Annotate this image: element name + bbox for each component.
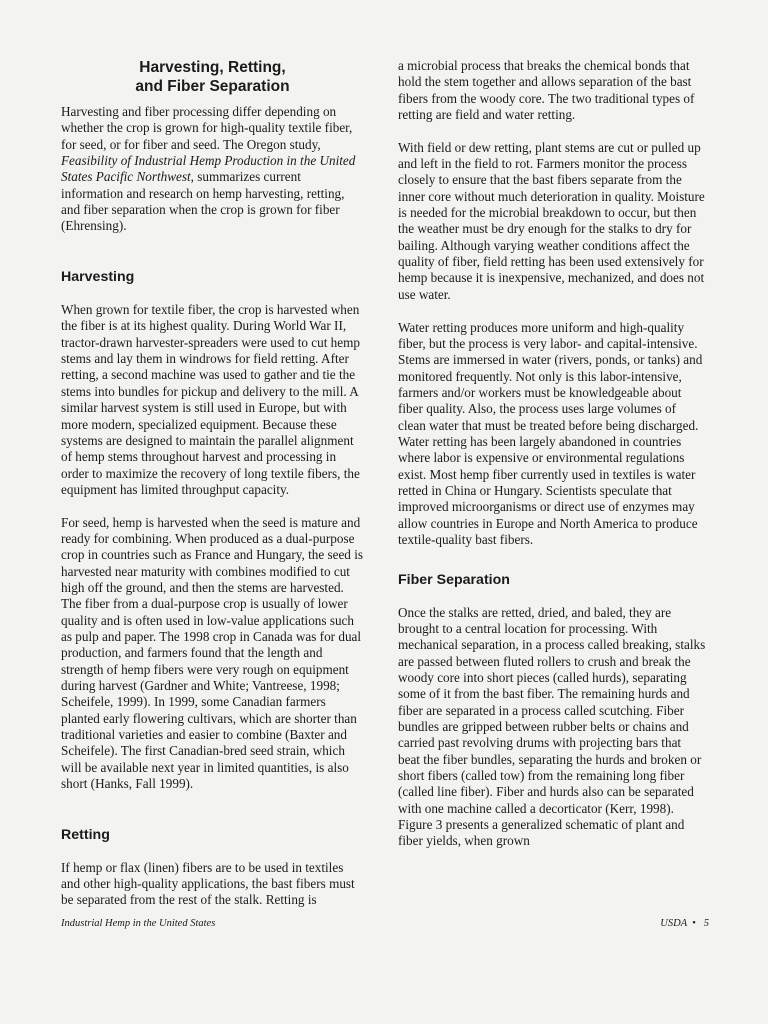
study-title: Feasibility of Industrial Hemp Production in the United States Pacific Northwest	[61, 153, 356, 185]
fiber-separation-paragraph-1: Once the stalks are retted, dried, and baled, they are brought to a central location for processing. With mechanical separation, in a process called breaking, stalks are passed between fluted rollers to crush and break the woody core into short pieces (called hurds), separating some of it from the bast fiber. The remaining hurds and fiber are separated in a process called scutching. Fiber bundles are gripped between rubber belts or chains and carried past revolving drums with projecting bars that beat the fiber bundles, separating the hurds and broken or short fibers (called tow) from the remaining long fiber (called line fiber). Fiber and hurds also can be separated with one machine called a decorticator (Kerr, 1998). Figure 3 presents a generalized schematic of plant and fiber yields, when grown	[398, 604, 706, 849]
page-title	[61, 58, 364, 96]
footer-page-number: USDA • 5	[660, 918, 709, 929]
retting-paragraph-1-start: If hemp or flax (linen) fibers are to be used in textiles and other high-quality applications, the bast fibers must be separated from the rest of the stalk. Retting is	[61, 859, 355, 908]
harvesting-paragraph-2: For seed, hemp is harvested when the seed is mature and ready for combining. When produced as a dual-purpose crop in countries such as France and Hungary, the seed is harvested near maturity with combines modified to cut high off the ground, and then the stems are harvested. The fiber from a dual-purpose crop is usually of lower quality and is often used in low-value applications such as pulp and paper. The 1998 crop in Canada was for dual production, and farmers found that the length and strength of hemp fibers were very rough on equipment during harvest (Gardner and White; Vantreese, 1998; Scheifele, 1999). In 1999, some Canadian farmers planted early flowering cultivars, which are shorter than traditional varieties and easier to combine (Baxter and Scheifele). The first Canadian-bred seed strain, which will be available next year in limited quantities, is also short (Hanks, Fall 1999).	[61, 514, 363, 792]
footer-publication-title: Industrial Hemp in the United States	[61, 918, 216, 929]
retting-paragraph-2: With field or dew retting, plant stems are cut or pulled up and left in the field to rot. Farmers monitor the process closely to ensure that the bast fibers separate from the inner core without much deterioration in quality. Moisture is needed for the microbial breakdown to occur, but then the weather must be dry enough for the stalks to dry for bailing. Although varying weather conditions affect the quality of fiber, field retting has been used extensively for hemp because it is inexpensive, mechanized, and does not use water.	[398, 139, 705, 302]
right-column	[398, 58, 706, 850]
retting-paragraph-3: Water retting produces more uniform and high-quality fiber, but the process is very labor- and capital-intensive. Stems are immersed in water (rivers, ponds, or tanks) and monitored frequently. Not only is this labor-intensive, farmers and/or workers must be knowledgeable about fiber quality. Also, the process uses large volumes of clean water that must be treated before being discharged. Water retting has been largely abandoned in countries where labor is expensive or environmental regulations exist. Most hemp fiber currently used in textiles is water retted in China or Hungary. Scientists speculate that improved microorganisms or direct use of enzymes may allow countries in Europe and North America to produce textile-quality bast fibers.	[398, 319, 703, 547]
fiber-separation-heading: Fiber Separation	[398, 571, 510, 588]
harvesting-heading: Harvesting	[61, 269, 135, 286]
page-footer	[61, 918, 709, 929]
title-line-2: and Fiber Separation	[135, 78, 290, 95]
retting-paragraph-1-continued: a microbial process that breaks the chemical bonds that hold the stem together and allows separation of the bast fibers from the woody core. The two traditional types of retting are field and water retting.	[398, 58, 695, 123]
intro-paragraph: Harvesting and fiber processing differ depending on whether the crop is grown for high-quality textile fiber, for seed, or for fiber and seed. The Oregon study, Feasibility of Industrial Hemp Production in the United States Pacific Northwest, summarizes current information and research on hemp harvesting, retting, and fiber separation when the crop is grown for fiber (Ehrensing).	[61, 104, 356, 234]
retting-heading: Retting	[61, 826, 110, 843]
harvesting-paragraph-1: When grown for textile fiber, the crop is harvested when the fiber is at its highest quality. During World War II, tractor-drawn harvester-spreaders were used to cut hemp stems and lay them in windrows for field retting. After retting, a second machine was used to gather and tie the stems into bundles for pickup and delivery to the mill. A similar harvest system is still used in Europe, but with more modern, specialized equipment. Because these systems are designed to maintain the parallel alignment of hemp stems throughout harvest and processing in order to maximize the recovery of long textile fibers, the equipment has limited throughput capacity.	[61, 302, 360, 497]
left-column	[61, 58, 364, 909]
title-line-1: Harvesting, Retting,	[139, 59, 286, 76]
